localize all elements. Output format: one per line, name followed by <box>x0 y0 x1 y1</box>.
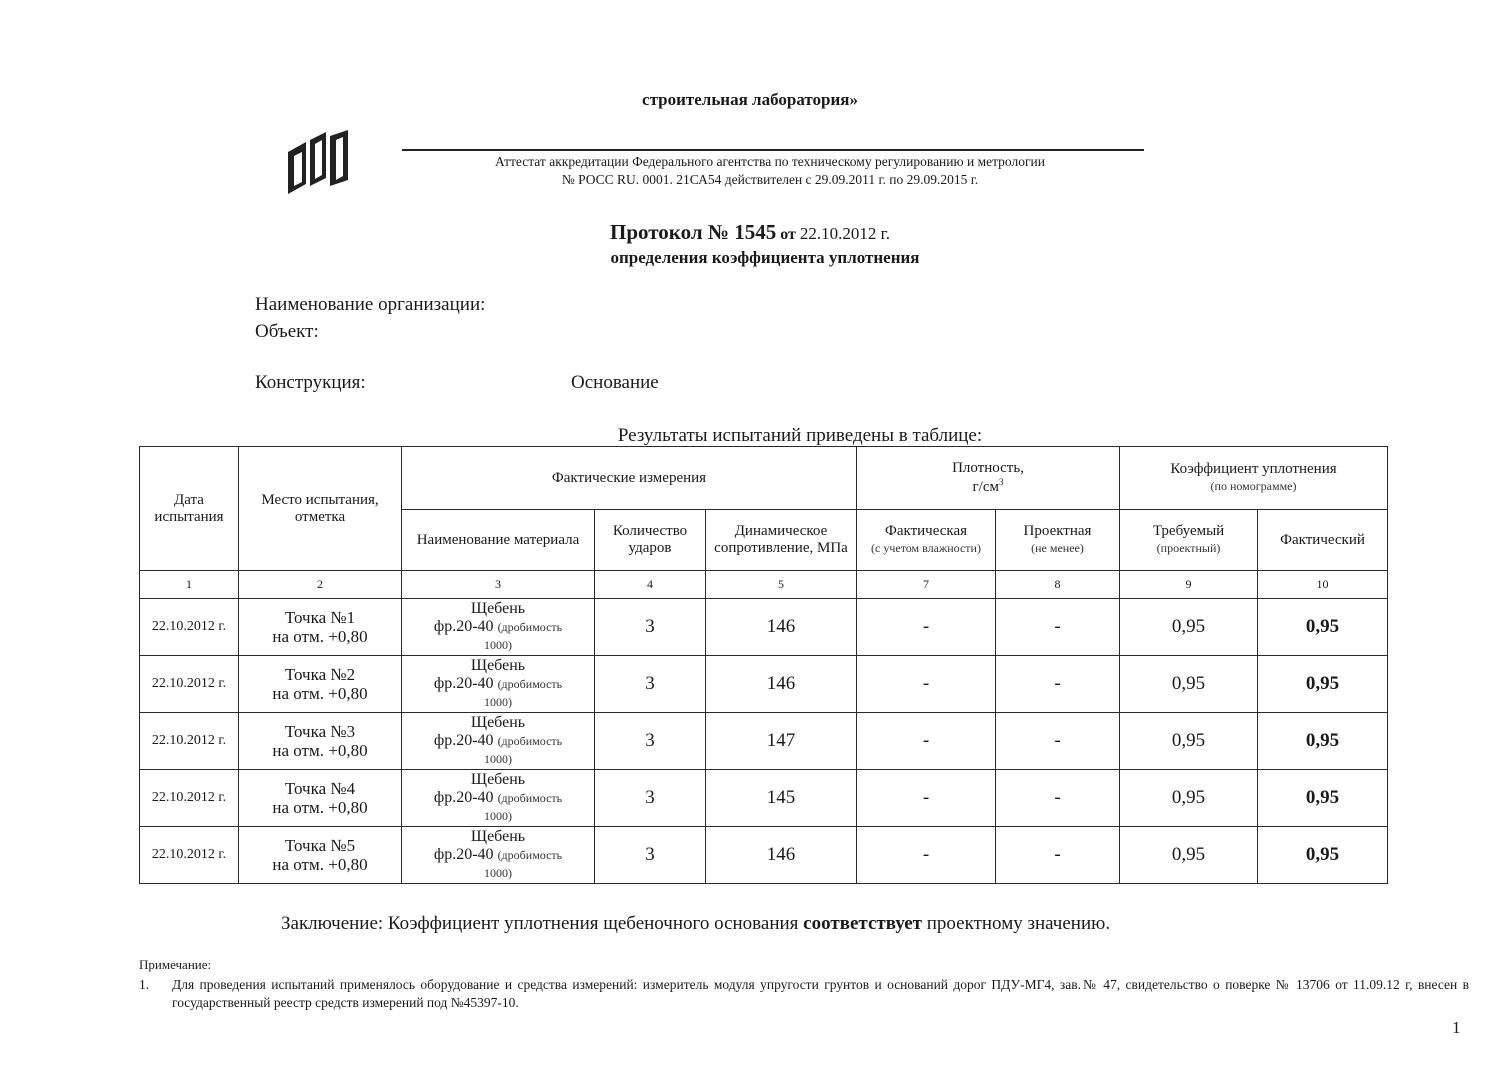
cell-date: 22.10.2012 г. <box>140 656 239 713</box>
header-coefficient <box>1120 447 1388 510</box>
cell-density-actual: - <box>857 713 996 770</box>
cell-coef-required: 0,95 <box>1120 656 1258 713</box>
column-number: 1 <box>140 571 239 599</box>
cell-material-note: (дробимость <box>497 677 563 692</box>
table-row <box>140 599 1388 656</box>
cell-material-note-end: 1000) <box>484 808 512 823</box>
results-caption: Результаты испытаний приведены в таблице: <box>617 425 983 446</box>
header-date: Дата испытания <box>140 447 239 571</box>
cell-density-design: - <box>996 656 1120 713</box>
cell-coef-required: 0,95 <box>1120 713 1258 770</box>
table-row <box>140 827 1388 884</box>
cell-place <box>239 713 402 770</box>
cell-material <box>402 656 595 713</box>
cell-material <box>402 770 595 827</box>
column-numbers-row <box>140 571 1388 599</box>
header-coefficient-note: (по номограмме) <box>1210 479 1297 493</box>
protocol-number: Протокол № 1545 <box>610 220 777 244</box>
column-number: 10 <box>1258 571 1388 599</box>
cell-density-actual: - <box>857 656 996 713</box>
cell-material-fraction: фр.20-40 <box>433 732 494 750</box>
header-coefficient-required-note: (проектный) <box>1156 541 1221 555</box>
cell-coef-required: 0,95 <box>1120 599 1258 656</box>
page-number: 1 <box>1452 1018 1461 1037</box>
conclusion <box>281 913 1110 935</box>
cell-date: 22.10.2012 г. <box>140 770 239 827</box>
cell-coef-actual: 0,95 <box>1258 656 1388 713</box>
cell-place-mark: на отм. +0,80 <box>272 627 368 646</box>
header-blows: Количество ударов <box>595 510 706 571</box>
cell-material-fraction: фр.20-40 <box>433 789 494 807</box>
header-density-design-note: (не менее) <box>1031 541 1084 555</box>
cell-place <box>239 770 402 827</box>
column-number: 7 <box>857 571 996 599</box>
header-density-actual-label: Фактическая <box>884 523 968 540</box>
header-actual-measurements: Фактические измерения <box>402 447 857 510</box>
header-coefficient-actual: Фактический <box>1258 510 1388 571</box>
accreditation-line-2: № РОСС RU. 0001. 21СА54 действителен с 29.09.2011 г. по 29.09.2015 г. <box>561 172 979 187</box>
conclusion-verdict: соответствует <box>803 913 923 934</box>
cell-dynamic: 147 <box>706 713 857 770</box>
note-title: Примечание: <box>139 957 212 972</box>
organization-label: Наименование организации: <box>255 294 486 315</box>
cell-material-note-end: 1000) <box>484 751 512 766</box>
cell-material-name: Щебень <box>470 771 526 789</box>
cell-dynamic: 146 <box>706 827 857 884</box>
cell-density-design: - <box>996 770 1120 827</box>
conclusion-text: Коэффициент уплотнения щебеночного основания <box>387 913 799 934</box>
cell-material <box>402 713 595 770</box>
cell-material-note: (дробимость <box>497 734 563 749</box>
header-material: Наименование материала <box>402 510 595 571</box>
column-number: 2 <box>239 571 402 599</box>
cell-date: 22.10.2012 г. <box>140 599 239 656</box>
cell-density-design: - <box>996 827 1120 884</box>
note-item-number: 1. <box>139 977 150 992</box>
header-density-actual <box>857 510 996 571</box>
lab-name: строительная лаборатория» <box>642 90 858 109</box>
cell-material-note: (дробимость <box>497 791 563 806</box>
cell-place-point: Точка №3 <box>284 721 356 741</box>
cell-material-name: Щебень <box>470 714 526 732</box>
cell-coef-actual: 0,95 <box>1258 599 1388 656</box>
object-label: Объект: <box>255 321 319 342</box>
cell-material-note-end: 1000) <box>484 694 512 709</box>
cell-material-fraction: фр.20-40 <box>433 846 494 864</box>
header-coefficient-required <box>1120 510 1258 571</box>
cell-material-note: (дробимость <box>497 620 563 635</box>
cell-place-point: Точка №2 <box>284 664 356 684</box>
cell-dynamic: 145 <box>706 770 857 827</box>
construction-label: Конструкция: <box>255 372 366 393</box>
table-row <box>140 713 1388 770</box>
protocol-subtitle: определения коэффициента уплотнения <box>610 248 920 267</box>
conclusion-text-end: проектному значению. <box>926 913 1111 934</box>
header-coefficient-label: Коэффициент уплотнения <box>1170 461 1337 478</box>
cell-blows: 3 <box>595 713 706 770</box>
cell-material <box>402 599 595 656</box>
conclusion-label: Заключение: <box>281 913 384 934</box>
header-density-unit: г/см <box>972 479 999 495</box>
cell-blows: 3 <box>595 827 706 884</box>
cell-place-mark: на отм. +0,80 <box>272 855 368 874</box>
accreditation-line-1: Аттестат аккредитации Федерального агентства по техническому регулированию и метрологии <box>495 154 1045 169</box>
header-coefficient-required-label: Требуемый <box>1152 523 1225 540</box>
table-row <box>140 656 1388 713</box>
cell-material-name: Щебень <box>470 600 526 618</box>
cell-dynamic: 146 <box>706 599 857 656</box>
header-density <box>857 447 1120 510</box>
results-table <box>139 446 1388 884</box>
cell-date: 22.10.2012 г. <box>140 827 239 884</box>
cell-material-name: Щебень <box>470 828 526 846</box>
cell-density-design: - <box>996 713 1120 770</box>
cell-blows: 3 <box>595 656 706 713</box>
column-number: 9 <box>1120 571 1258 599</box>
header-density-label: Плотность, <box>952 460 1024 477</box>
column-number: 4 <box>595 571 706 599</box>
cell-coef-actual: 0,95 <box>1258 770 1388 827</box>
cell-place-mark: на отм. +0,80 <box>272 684 368 703</box>
lab-logo-icon <box>282 128 354 200</box>
cell-place <box>239 656 402 713</box>
note-item-text: Для проведения испытаний применялось оборудование и средства измерений: измеритель модуля упругости грунтов и оснований дорог ПДУ-МГ4, зав.№ 47, свидетельство о поверке № 13706 от 11.09.12 г, внесен в государственный реестр средств измерений под №45397-10. <box>172 977 1469 1010</box>
cell-density-design: - <box>996 599 1120 656</box>
header-density-actual-note: (с учетом влажности) <box>871 541 981 555</box>
cell-place-point: Точка №5 <box>284 835 356 855</box>
cell-coef-required: 0,95 <box>1120 827 1258 884</box>
cell-blows: 3 <box>595 599 706 656</box>
cell-density-actual: - <box>857 770 996 827</box>
cell-date: 22.10.2012 г. <box>140 713 239 770</box>
cell-place <box>239 827 402 884</box>
cell-place-point: Точка №1 <box>284 607 356 627</box>
protocol-date: 22.10.2012 г. <box>799 224 890 243</box>
cell-material-name: Щебень <box>470 657 526 675</box>
header-density-design-label: Проектная <box>1023 523 1092 540</box>
cell-density-actual: - <box>857 599 996 656</box>
header-place: Место испытания, отметка <box>239 447 402 571</box>
cell-material-note-end: 1000) <box>484 637 512 652</box>
cell-material <box>402 827 595 884</box>
cell-place-mark: на отм. +0,80 <box>272 798 368 817</box>
cell-place <box>239 599 402 656</box>
column-number: 5 <box>706 571 857 599</box>
cell-material-note-end: 1000) <box>484 865 512 880</box>
cell-place-point: Точка №4 <box>284 778 356 798</box>
protocol-ot: от <box>780 226 796 243</box>
cell-coef-required: 0,95 <box>1120 770 1258 827</box>
cell-material-fraction: фр.20-40 <box>433 618 494 636</box>
construction-value: Основание <box>571 372 659 393</box>
header-density-sup: 3 <box>999 477 1004 487</box>
cell-blows: 3 <box>595 770 706 827</box>
cell-material-fraction: фр.20-40 <box>433 675 494 693</box>
protocol-title <box>0 220 1500 245</box>
note-item <box>139 976 1469 1012</box>
header-divider <box>402 149 1144 151</box>
column-number: 3 <box>402 571 595 599</box>
header-dynamic: Динамическое сопротивление, МПа <box>706 510 857 571</box>
cell-coef-actual: 0,95 <box>1258 827 1388 884</box>
cell-dynamic: 146 <box>706 656 857 713</box>
cell-coef-actual: 0,95 <box>1258 713 1388 770</box>
cell-density-actual: - <box>857 827 996 884</box>
column-number: 8 <box>996 571 1120 599</box>
cell-material-note: (дробимость <box>497 848 563 863</box>
header-density-design <box>996 510 1120 571</box>
cell-place-mark: на отм. +0,80 <box>272 741 368 760</box>
table-row <box>140 770 1388 827</box>
